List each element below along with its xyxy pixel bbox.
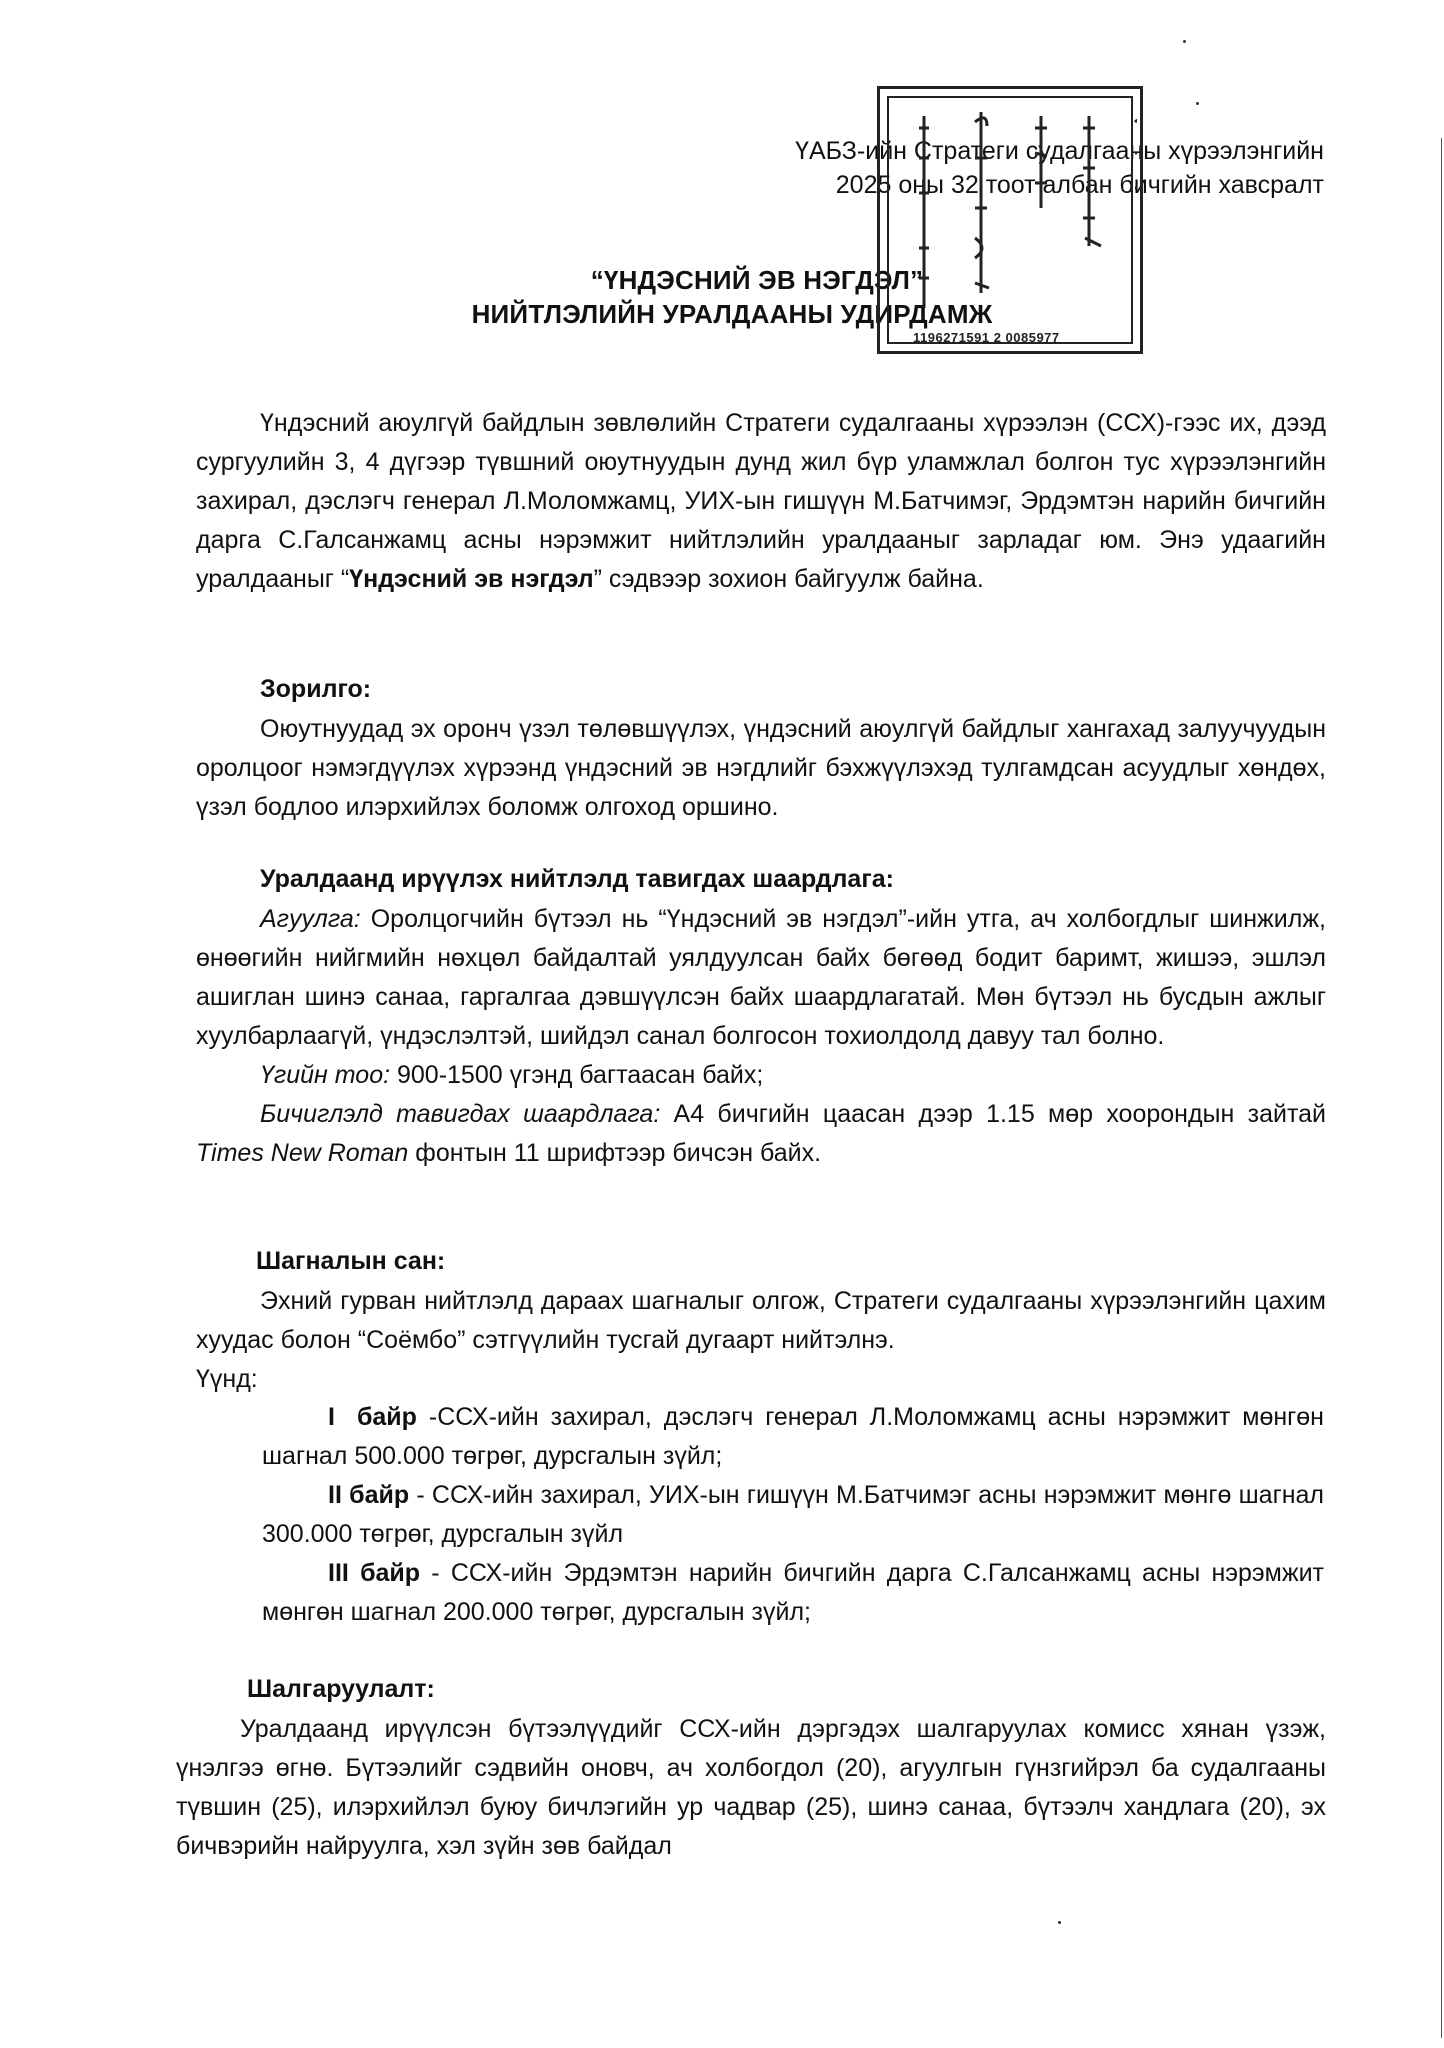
scan-edge-line	[1441, 138, 1442, 2038]
prize-fund-lead: Үүнд:	[196, 1365, 258, 1393]
prize-item-3	[262, 1554, 1324, 1632]
prize-fund-intro	[196, 1282, 1326, 1399]
intro-text: Үндэсний аюулгүй байдлын зөвлөлийн Стратеги судалгааны хүрээлэн (ССХ)-гээс их, дээд сургуулийн 3, 4 дүгээр түвшний оюутнуудын дунд жил бүр уламжлал болгон тус хүрээлэнгийн захирал, дэслэгч генерал Л.Моломжамц, УИХ-ын гишүүн М.Батчимэг, Эрдэмтэн нарийн бичгийн дарга С.Галсанжамц асны нэрэмжит нийтлэлийн уралдааныг зарладаг юм. Энэ удаагийн уралдааныг “	[196, 409, 1326, 593]
document-title	[0, 263, 1444, 331]
requirements-section	[196, 900, 1326, 1173]
format-font-name: Times New Roman	[196, 1139, 409, 1167]
title-line2: НИЙТЛЭЛИЙН УРАЛДААНЫ УДИРДАМЖ	[471, 299, 993, 329]
word-count-text: 900-1500 үгэнд багтаасан байх;	[390, 1061, 764, 1089]
prize-place-word-2: байр	[349, 1481, 410, 1509]
selection-paragraph	[176, 1710, 1326, 1866]
attachment-reference-line1: ҮАБЗ-ийн Стратеги судалгааны хүрээлэнгийн	[795, 137, 1324, 165]
prize-text-3: - ССХ-ийн Эрдэмтэн нарийн бичгийн дарга С.Галсанжамц асны нэрэмжит мөнгөн шагнал 200.000 төгрөг, дурсгалын зүйл;	[262, 1559, 1324, 1626]
content-text: Оролцогчийн бүтээл нь “Үндэсний эв нэгдэл”-ийн утга, ач холбогдлыг шинжилж, өнөөгийн нийгмийн нөхцөл байдалтай уялдуулсан байх бөгөөд бодит баримт, жишээ, эшлэл ашиглан шинэ санаа, гаргалгаа дэвшүүлсэн байх шаардлагатай. Мөн бүтээл нь бусдын ажлыг хуулбарлаагүй, үндэслэлтэй, шийдэл санал болгосон тохиолдолд давуу тал болно.	[196, 905, 1326, 1050]
prize-place-3: III	[328, 1559, 349, 1587]
stamp-inner-border	[887, 96, 1133, 344]
requirements-heading: Уралдаанд ирүүлэх нийтлэлд тавигдах шаардлага:	[260, 865, 894, 893]
scan-speck	[1196, 102, 1199, 105]
word-count-label: Үгийн тоо:	[260, 1061, 391, 1089]
content-label: Агуулга:	[260, 905, 361, 933]
prize-fund-heading: Шагналын сан:	[256, 1247, 446, 1275]
mongol-script-icon	[889, 98, 1137, 348]
goal-text: Оюутнуудад эх оронч үзэл төлөвшүүлэх, үндэсний аюулгүй байдлыг хангахад залуучуудын оролцоог нэмэгдүүлэх хүрээнд үндэсний эв нэгдлийг бэхжүүлэхэд тулгамдсан асуудлыг хөндөх, үзэл бодлоо илэрхийлэх боломж олгоход оршино.	[196, 715, 1326, 821]
format-requirement	[196, 1095, 1326, 1173]
selection-text: Уралдаанд ирүүлсэн бүтээлүүдийг ССХ-ийн дэргэдэх шалгаруулах комисс хянан үзэж, үнэлгээ өгнө. Бүтээлийг сэдвийн оновч, ач холбогдол (20), агуулгын гүнзгийрэл ба судалгааны түвшин (25), илэрхийлэл буюу бичлэгийн ур чадвар (25), шинэ санаа, бүтээлч хандлага (20), эх бичвэрийн найруулга, хэл зүйн зөв байдал	[176, 1715, 1326, 1860]
prize-place-1: I	[328, 1403, 335, 1431]
intro-text-end: ” сэдвээр зохион байгуулж байна.	[593, 565, 984, 593]
prize-item-1	[262, 1398, 1324, 1476]
format-label: Бичиглэлд тавигдах шаардлага:	[260, 1100, 661, 1128]
prize-list	[262, 1398, 1324, 1632]
title-line1: “ҮНДЭСНИЙ ЭВ НЭГДЭЛ”	[590, 265, 924, 295]
intro-topic-bold: Үндэсний эв нэгдэл	[349, 565, 594, 593]
goal-heading: Зорилго:	[260, 675, 372, 703]
format-text-end: фонтын 11 шрифтээр бичсэн байх.	[408, 1139, 822, 1167]
prize-text-1: -ССХ-ийн захирал, дэслэгч генерал Л.Моломжамц асны нэрэмжит мөнгөн шагнал 500.000 төгрөг, дурсгалын зүйл;	[262, 1403, 1324, 1470]
stamp-registration-number: 1196271591 2 0085977	[913, 330, 1060, 345]
selection-heading: Шалгаруулалт:	[247, 1675, 435, 1703]
scan-speck	[1058, 1921, 1061, 1924]
attachment-reference-line2: 2025 оны 32 тоот албан бичгийн хавсралт	[835, 171, 1324, 199]
prize-item-2	[262, 1476, 1324, 1554]
prize-text-2: - ССХ-ийн захирал, УИХ-ын гишүүн М.Батчимэг асны нэрэмжит мөнгө шагнал 300.000 төгрөг, дурсгалын зүйл	[262, 1481, 1324, 1548]
prize-place-word-3: байр	[360, 1559, 421, 1587]
prize-place-word-1: байр	[356, 1403, 417, 1431]
goal-paragraph	[196, 710, 1326, 827]
scan-speck	[1183, 40, 1186, 43]
format-text: А4 бичгийн цаасан дээр 1.15 мөр хоорондын зайтай	[660, 1100, 1326, 1128]
content-requirement	[196, 900, 1326, 1056]
prize-place-2: II	[328, 1481, 342, 1509]
prize-fund-text: Эхний гурван нийтлэлд дараах шагналыг олгож, Стратеги судалгааны хүрээлэнгийн цахим хуудас болон “Соёмбо” сэтгүүлийн тусгай дугаарт нийтэлнэ.	[196, 1287, 1326, 1354]
intro-paragraph	[196, 404, 1326, 599]
word-count-requirement	[196, 1056, 1326, 1095]
official-stamp	[877, 86, 1143, 354]
